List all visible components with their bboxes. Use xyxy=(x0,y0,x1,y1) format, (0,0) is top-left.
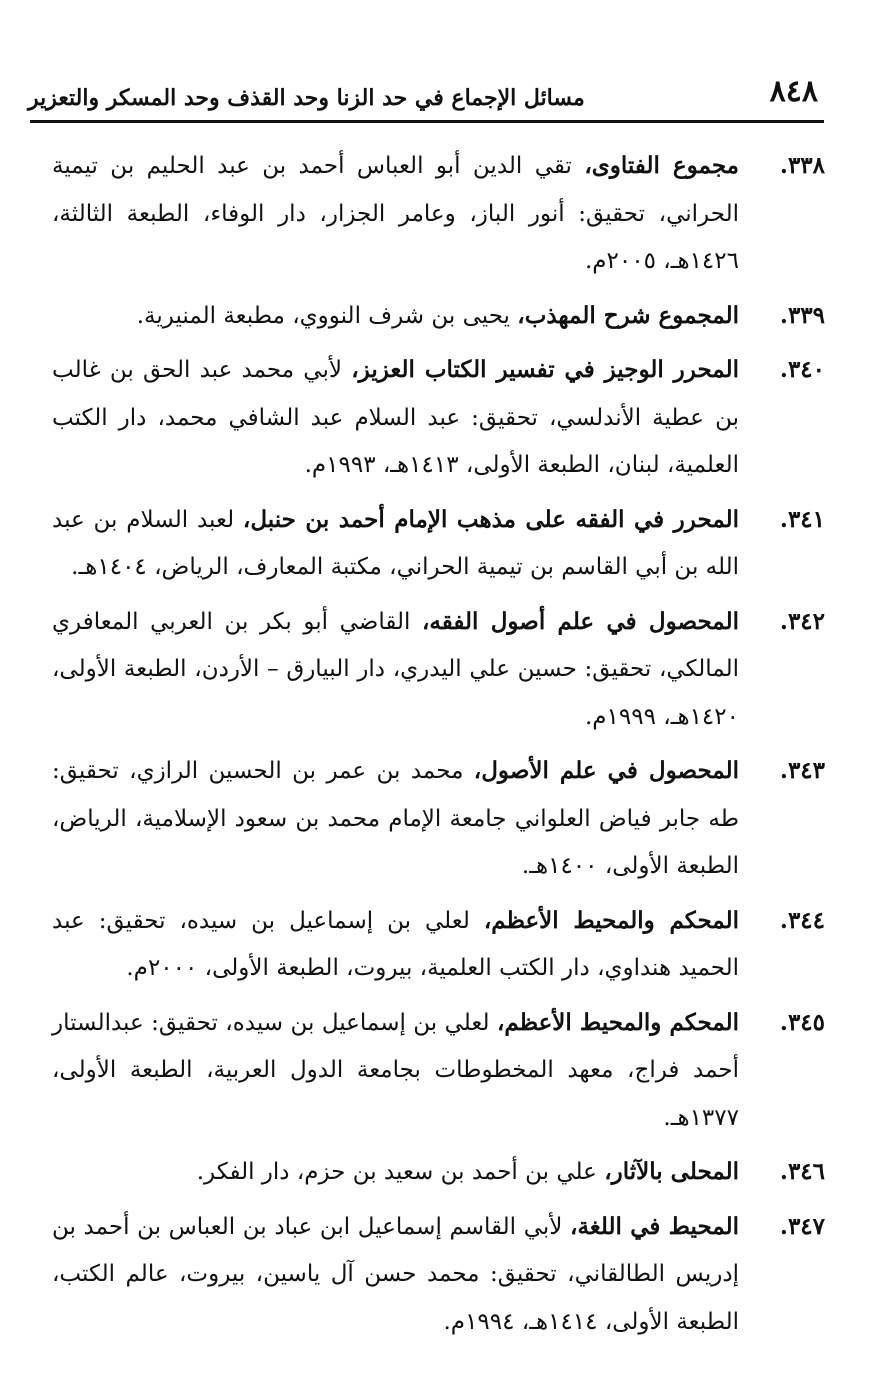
bibliography-entry xyxy=(52,346,825,490)
entry-number: ٣٤٠. xyxy=(779,356,825,383)
bibliography-entry xyxy=(52,999,825,1143)
bibliography-list xyxy=(52,142,825,1352)
entry-title: المحصول في علم الأصول، xyxy=(473,757,740,784)
entry-details: تقي الدين أبو العباس أحمد بن عبد الحليم بن تيمية الحراني، تحقيق: أنور الباز، وعامر الجزار، دار الوفاء، الطبعة الثالثة، ١٤٢٦هـ، ٢٠٠٥م. xyxy=(52,153,739,274)
bibliography-entry xyxy=(52,292,825,341)
entry-number: ٣٣٨. xyxy=(779,152,825,179)
entry-title: المحكم والمحيط الأعظم، xyxy=(496,1008,740,1036)
entry-number: ٣٤٤. xyxy=(779,906,825,934)
entry-title: المحصول في علم أصول الفقه، xyxy=(421,607,740,635)
entry-number: ٣٤٢. xyxy=(779,607,825,635)
header-rule xyxy=(30,120,824,123)
entry-details: القاضي أبو بكر بن العربي المعافري المالكي، تحقيق: حسين علي اليدري، دار البيارق – الأردن، الطبعة الأولى، ١٤٢٠هـ، ١٩٩٩م. xyxy=(52,608,739,730)
bibliography-entry xyxy=(52,747,825,891)
entry-number: ٣٤٧. xyxy=(779,1212,825,1240)
entry-number: ٣٤٦. xyxy=(779,1158,825,1185)
entry-number: ٣٤١. xyxy=(779,505,825,533)
running-title: مسائل الإجماع في حد الزنا وحد القذف وحد المسكر والتعزير xyxy=(28,85,585,111)
entry-number: ٣٤٥. xyxy=(779,1008,825,1036)
entry-title: المحرر في الفقه على مذهب الإمام أحمد بن حنبل، xyxy=(242,505,740,533)
entry-number: ٣٤٣. xyxy=(779,757,825,784)
page-number: ٨٤٨ xyxy=(769,74,818,109)
entry-title: المحلى بالآثار، xyxy=(604,1158,739,1185)
bibliography-entry xyxy=(52,598,825,742)
entry-title: المحكم والمحيط الأعظم، xyxy=(483,906,740,934)
page-header xyxy=(28,74,826,116)
entry-title: المحيط في اللغة، xyxy=(570,1212,739,1240)
entry-details: لعلي بن إسماعيل بن سيده، تحقيق: عبدالستار أحمد فراج، معهد المخطوطات بجامعة الدول العربية، الطبعة الأولى، ١٣٧٧هـ. xyxy=(52,1009,739,1131)
entry-details: لأبي القاسم إسماعيل ابن عباد بن العباس بن أحمد بن إدريس الطالقاني، تحقيق: محمد حسن آل ياسين، بيروت، عالم الكتب، الطبعة الأولى، ١٤١٤هـ، ١٩٩٤م. xyxy=(52,1213,739,1335)
bibliography-entry xyxy=(52,897,825,993)
entry-details: يحيى بن شرف النووي، مطبعة المنيرية. xyxy=(136,302,510,329)
entry-details: لأبي محمد عبد الحق بن غالب بن عطية الأندلسي، تحقيق: عبد السلام عبد الشافي محمد، دار الكتب العلمية، لبنان، الطبعة الأولى، ١٤١٣هـ، ١٩٩٣م. xyxy=(52,357,739,478)
entry-details: لعلي بن إسماعيل بن سيده، تحقيق: عبد الحميد هنداوي، دار الكتب العلمية، بيروت، الطبعة الأولى، ٢٠٠٠م. xyxy=(52,907,739,981)
bibliography-entry xyxy=(52,1203,825,1347)
entry-title: المجموع شرح المهذب، xyxy=(517,301,739,329)
entry-details: محمد بن عمر بن الحسين الرازي، تحقيق: طه جابر فياض العلواني جامعة الإمام محمد بن سعود الإسلامية، الرياض، الطبعة الأولى، ١٤٠٠هـ. xyxy=(52,758,739,879)
entry-number: ٣٣٩. xyxy=(779,301,825,329)
bibliography-entry xyxy=(52,142,825,286)
bibliography-entry xyxy=(52,496,825,592)
entry-details: لعبد السلام بن عبد الله بن أبي القاسم بن تيمية الحراني، مكتبة المعارف، الرياض، ١٤٠٤هـ. xyxy=(52,506,739,580)
entry-title: مجموع الفتاوى، xyxy=(584,152,740,179)
bibliography-entry xyxy=(52,1148,825,1197)
entry-title: المحرر الوجيز في تفسير الكتاب العزيز، xyxy=(351,356,739,383)
entry-details: علي بن أحمد بن سعيد بن حزم، دار الفكر. xyxy=(196,1159,597,1185)
